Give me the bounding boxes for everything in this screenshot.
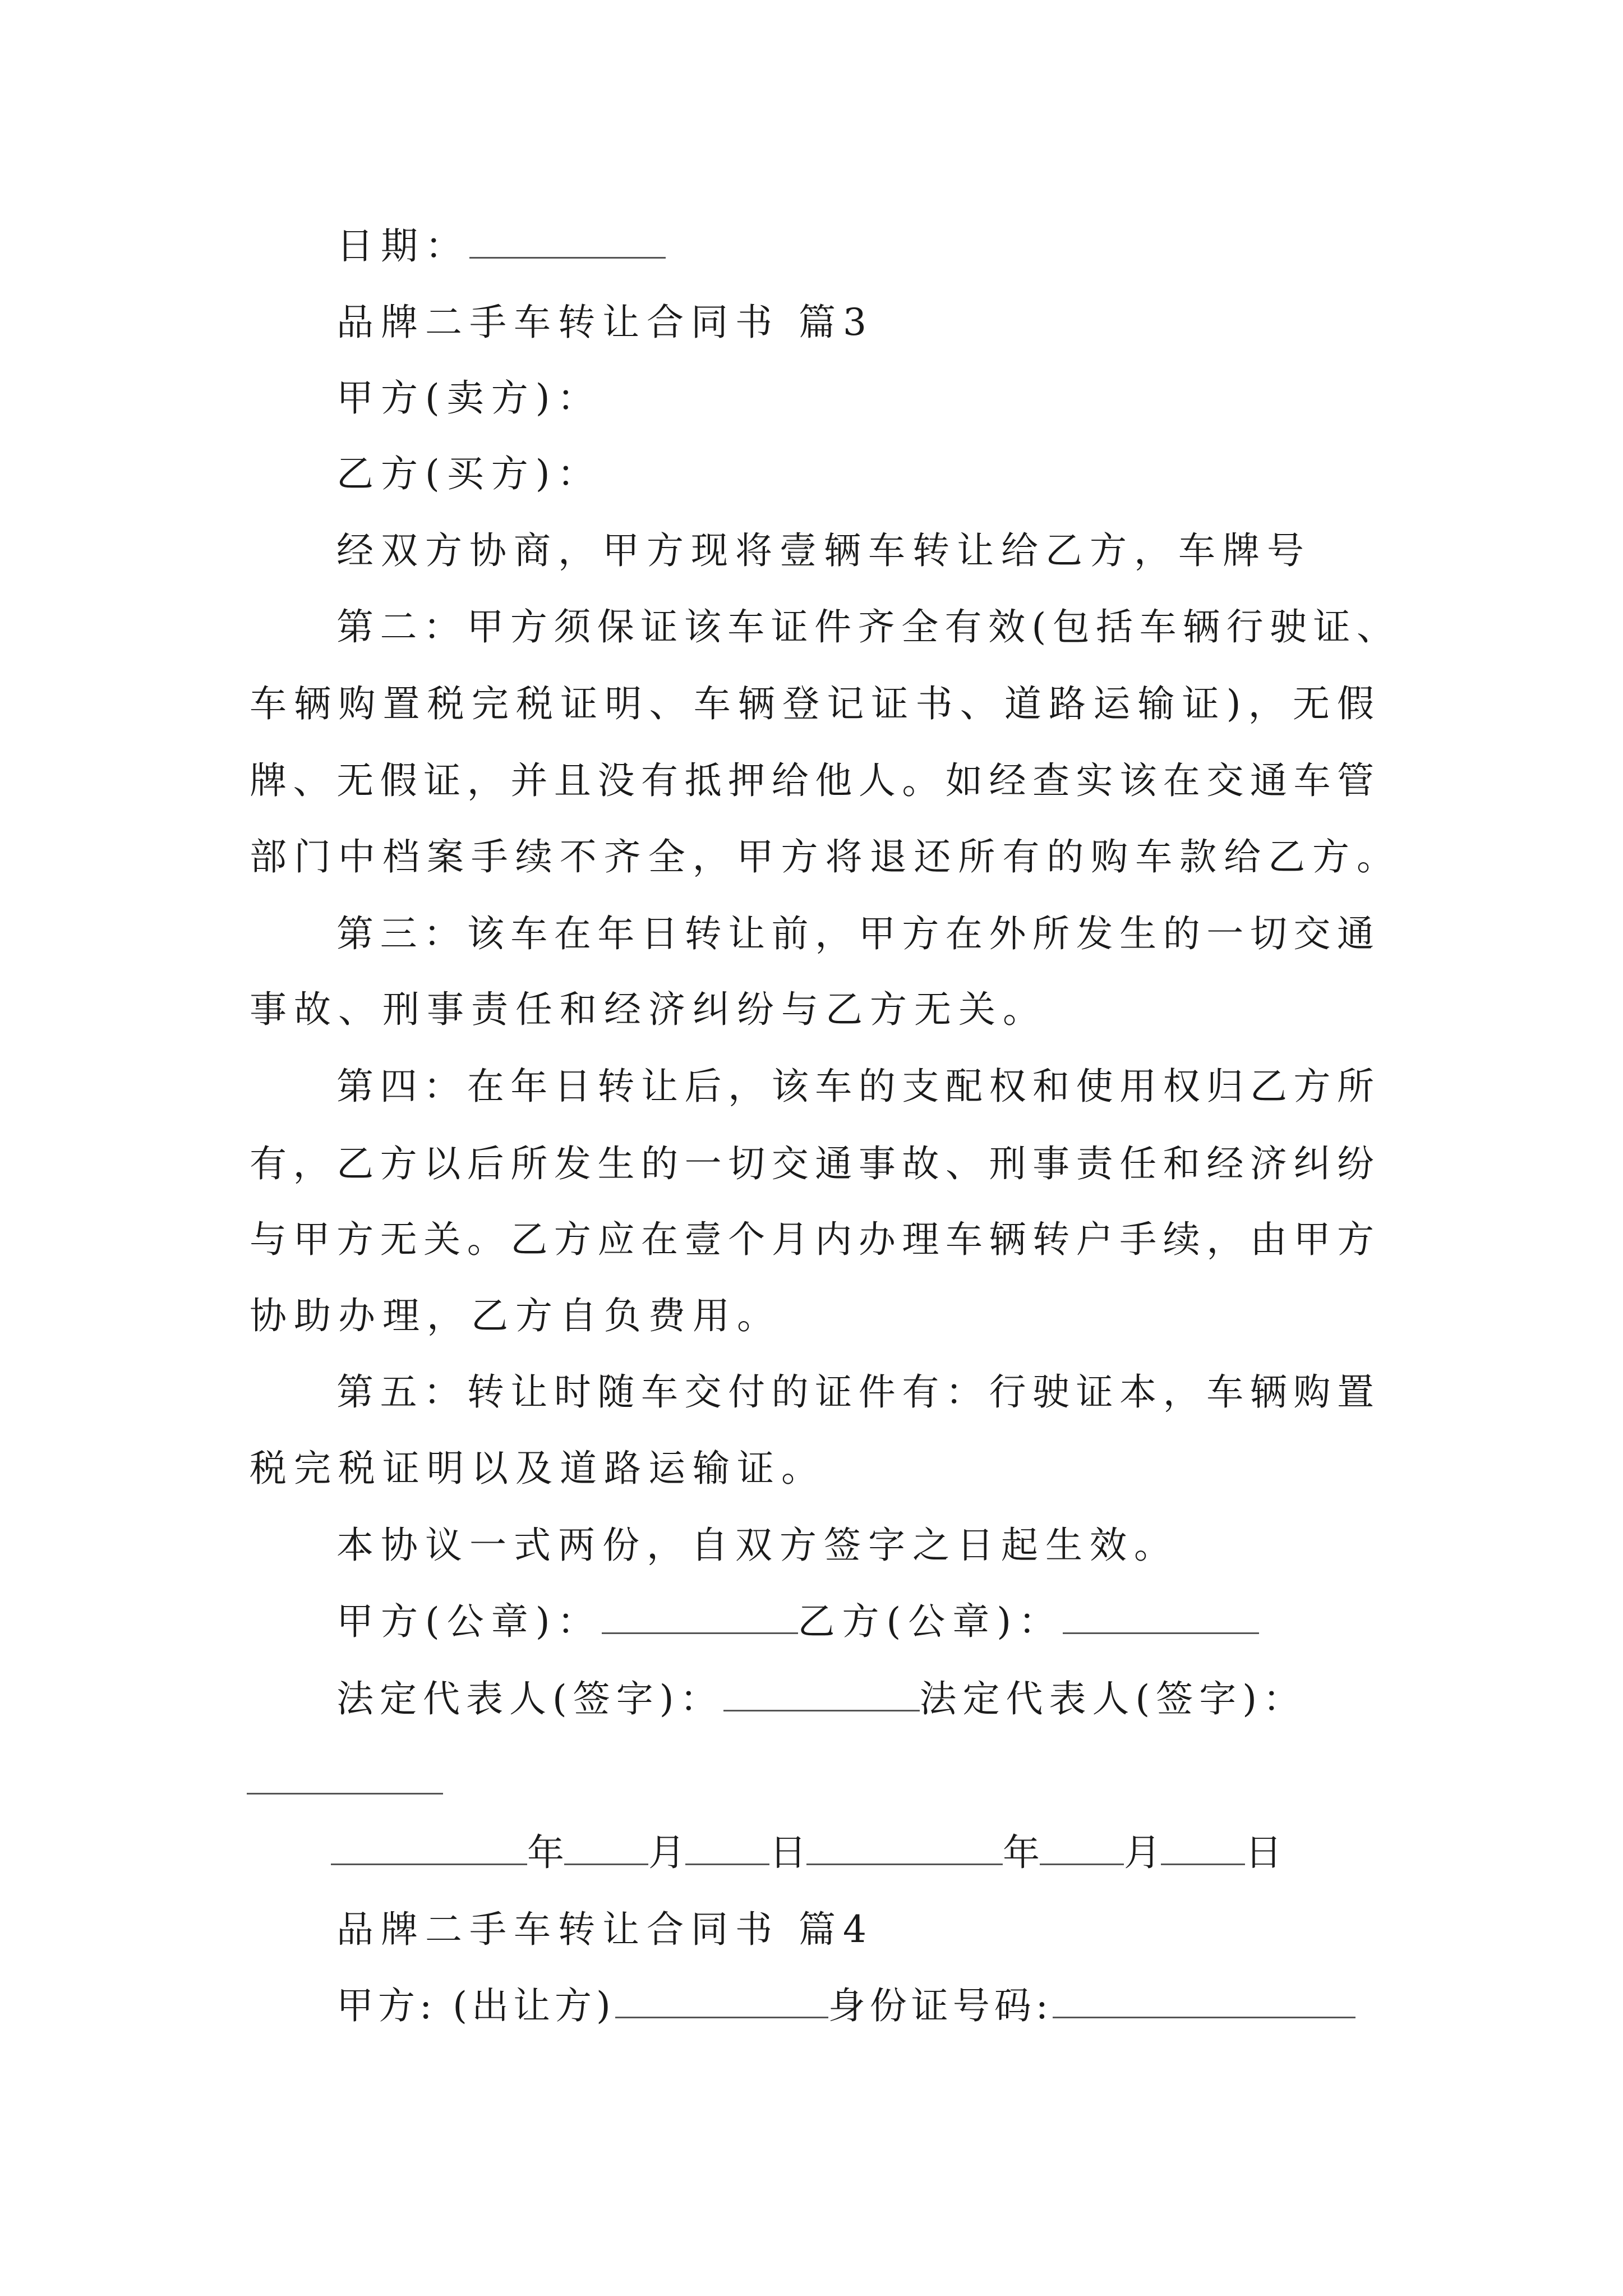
transferor-label: 甲方: (出让方) [336,1984,615,2027]
transferor-blank[interactable] [615,1983,828,2018]
seal-b-label: 乙方(公章)： [797,1600,1063,1643]
seal-a-label: 甲方(公章)： [336,1600,602,1643]
id-number-blank[interactable] [1053,1983,1355,2018]
month-b-blank[interactable] [1040,1830,1124,1865]
intro-line: 经双方协商，甲方现将壹辆车转让给乙方，车牌号 [336,529,1311,572]
clause5-line-2: 税完税证明以及道路运输证。 [250,1447,826,1490]
clause5-line-1: 第五：转让时随车交付的证件有：行驶证本，车辆购置 [336,1370,1374,1414]
representative-line [336,1676,1481,1722]
clause4-line-1: 第四：在年日转让后，该车的支配权和使用权归乙方所 [336,1065,1374,1108]
section4-title: 品牌二手车转让合同书 篇4 [336,1908,874,1951]
date-line [336,223,1481,269]
date-fill-line [331,1830,1475,1875]
clause4-line-2: 有，乙方以后所发生的一切交通事故、刑事责任和经济纠纷 [250,1142,1374,1185]
clause3-line-2: 事故、刑事责任和经济纠纷与乙方无关。 [250,988,1047,1031]
day-b-blank[interactable] [1161,1830,1245,1865]
day-b-label: 日 [1245,1831,1282,1874]
rep-a-label: 法定代表人(签字)： [336,1677,723,1720]
year-a-blank[interactable] [331,1830,527,1865]
year-b-blank[interactable] [806,1830,1003,1865]
date-blank[interactable] [469,223,666,259]
party-a-seller: 甲方(卖方)： [336,376,602,420]
clause4-line-3: 与甲方无关。乙方应在壹个月内办理车辆转户手续，由甲方 [250,1218,1374,1261]
year-a-label: 年 [527,1831,564,1874]
clause2-line-1: 第二：甲方须保证该车证件齐全有效(包括车辆行驶证、 [336,605,1394,648]
party-b-buyer: 乙方(买方)： [336,452,602,495]
month-b-label: 月 [1124,1831,1161,1874]
date-label: 日期： [336,224,469,268]
clause3-line-1: 第三：该车在年日转让前，甲方在外所发生的一切交通 [336,912,1374,955]
clause2-line-4: 部门中档案手续不齐全，甲方将退还所有的购车款给乙方。 [250,835,1394,878]
day-a-label: 日 [769,1831,806,1874]
seal-b-blank[interactable] [1063,1599,1259,1634]
seal-line [336,1599,1481,1644]
transferor-line [336,1983,1481,2028]
day-a-blank[interactable] [685,1830,769,1865]
clause2-line-3: 牌、无假证，并且没有抵押给他人。如经查实该在交通车管 [250,759,1374,802]
clause4-line-4: 协助办理，乙方自负费用。 [250,1294,781,1337]
month-a-label: 月 [648,1831,685,1874]
section3-title: 品牌二手车转让合同书 篇3 [336,301,874,344]
rep-a-blank[interactable] [723,1676,920,1711]
agreement-line: 本协议一式两份，自双方签字之日起生效。 [336,1524,1178,1567]
year-b-label: 年 [1003,1831,1040,1874]
rep-b-blank[interactable] [247,1793,443,1795]
month-a-blank[interactable] [564,1830,648,1865]
id-number-label: 身份证号码: [828,1984,1053,2027]
seal-a-blank[interactable] [602,1599,798,1634]
clause2-line-2: 车辆购置税完税证明、车辆登记证书、道路运输证)，无假 [250,682,1374,725]
rep-b-label: 法定代表人(签字)： [919,1677,1306,1720]
